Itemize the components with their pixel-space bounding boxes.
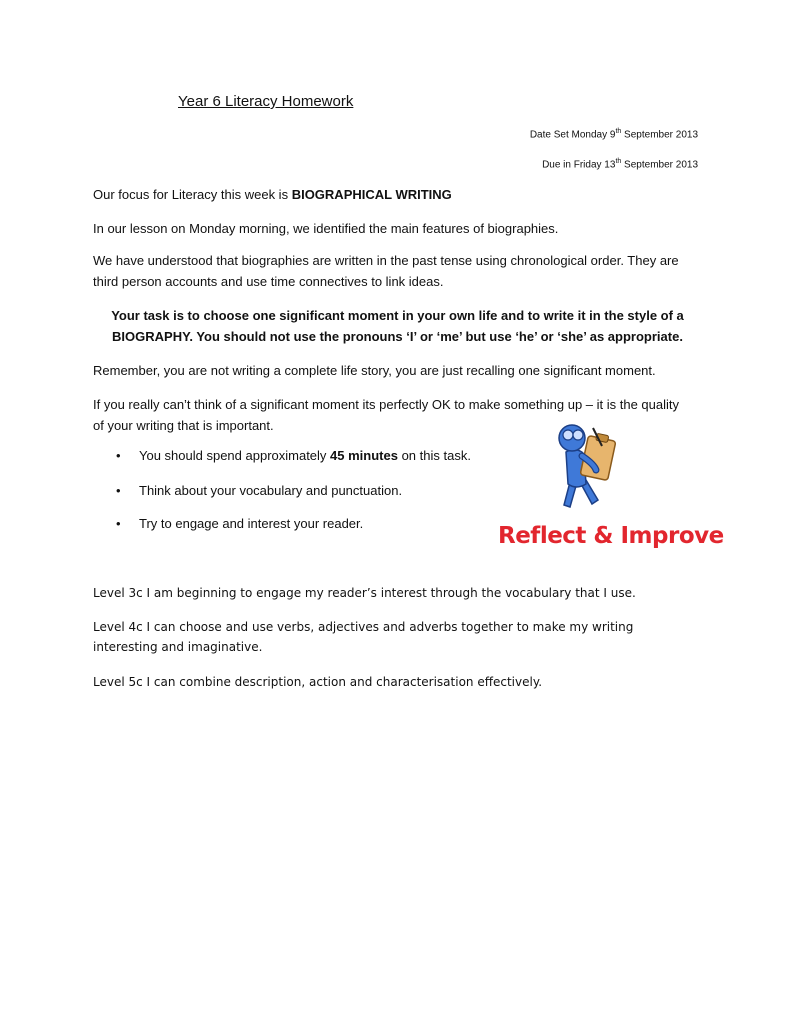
understood-paragraph: We have understood that biographies are written in the past tense using chronological order. They are third person accounts and use time connectives to link ideas. [93, 253, 679, 289]
bullet-item-engage: • Try to engage and interest your reader. [116, 516, 364, 531]
level-4c-statement: Level 4c I can choose and use verbs, adjectives and adverbs together to make my writing interesting and imaginative. [93, 620, 634, 654]
date-set-line: Date Set Monday 9th September 2013 [529, 128, 698, 141]
task-paragraph: Your task is to choose one significant moment in your own life and to write it in the style of a BIOGRAPHY. You should not use the pronouns ‘I’ or ‘me’ but use ‘he’ or ‘she’ as appropriate. [111, 308, 684, 344]
due-date-line: Due in Friday 13th September 2013 [542, 158, 698, 171]
bullet-item-time: • You should spend approximately 45 minutes on this task. [116, 448, 471, 463]
lesson-paragraph: In our lesson on Monday morning, we identified the main features of biographies. [93, 221, 559, 236]
focus-paragraph: Our focus for Literacy this week is BIOGRAPHICAL WRITING [93, 187, 452, 202]
level-3c-statement: Level 3c I am beginning to engage my reader’s interest through the vocabulary that I use. [93, 586, 636, 600]
remember-paragraph: Remember, you are not writing a complete life story, you are just recalling one significant moment. [93, 363, 656, 378]
if-you-paragraph: If you really can’t think of a significant moment its perfectly OK to make something up – it is the quality of your writing that is important. [93, 397, 679, 433]
level-5c-statement: Level 5c I can combine description, action and characterisation effectively. [93, 675, 543, 689]
reflect-improve-logo-text: Reflect & Improve [498, 523, 724, 549]
page-title: Year 6 Literacy Homework [178, 93, 354, 110]
bullet-item-vocabulary: • Think about your vocabulary and punctuation. [116, 483, 403, 498]
